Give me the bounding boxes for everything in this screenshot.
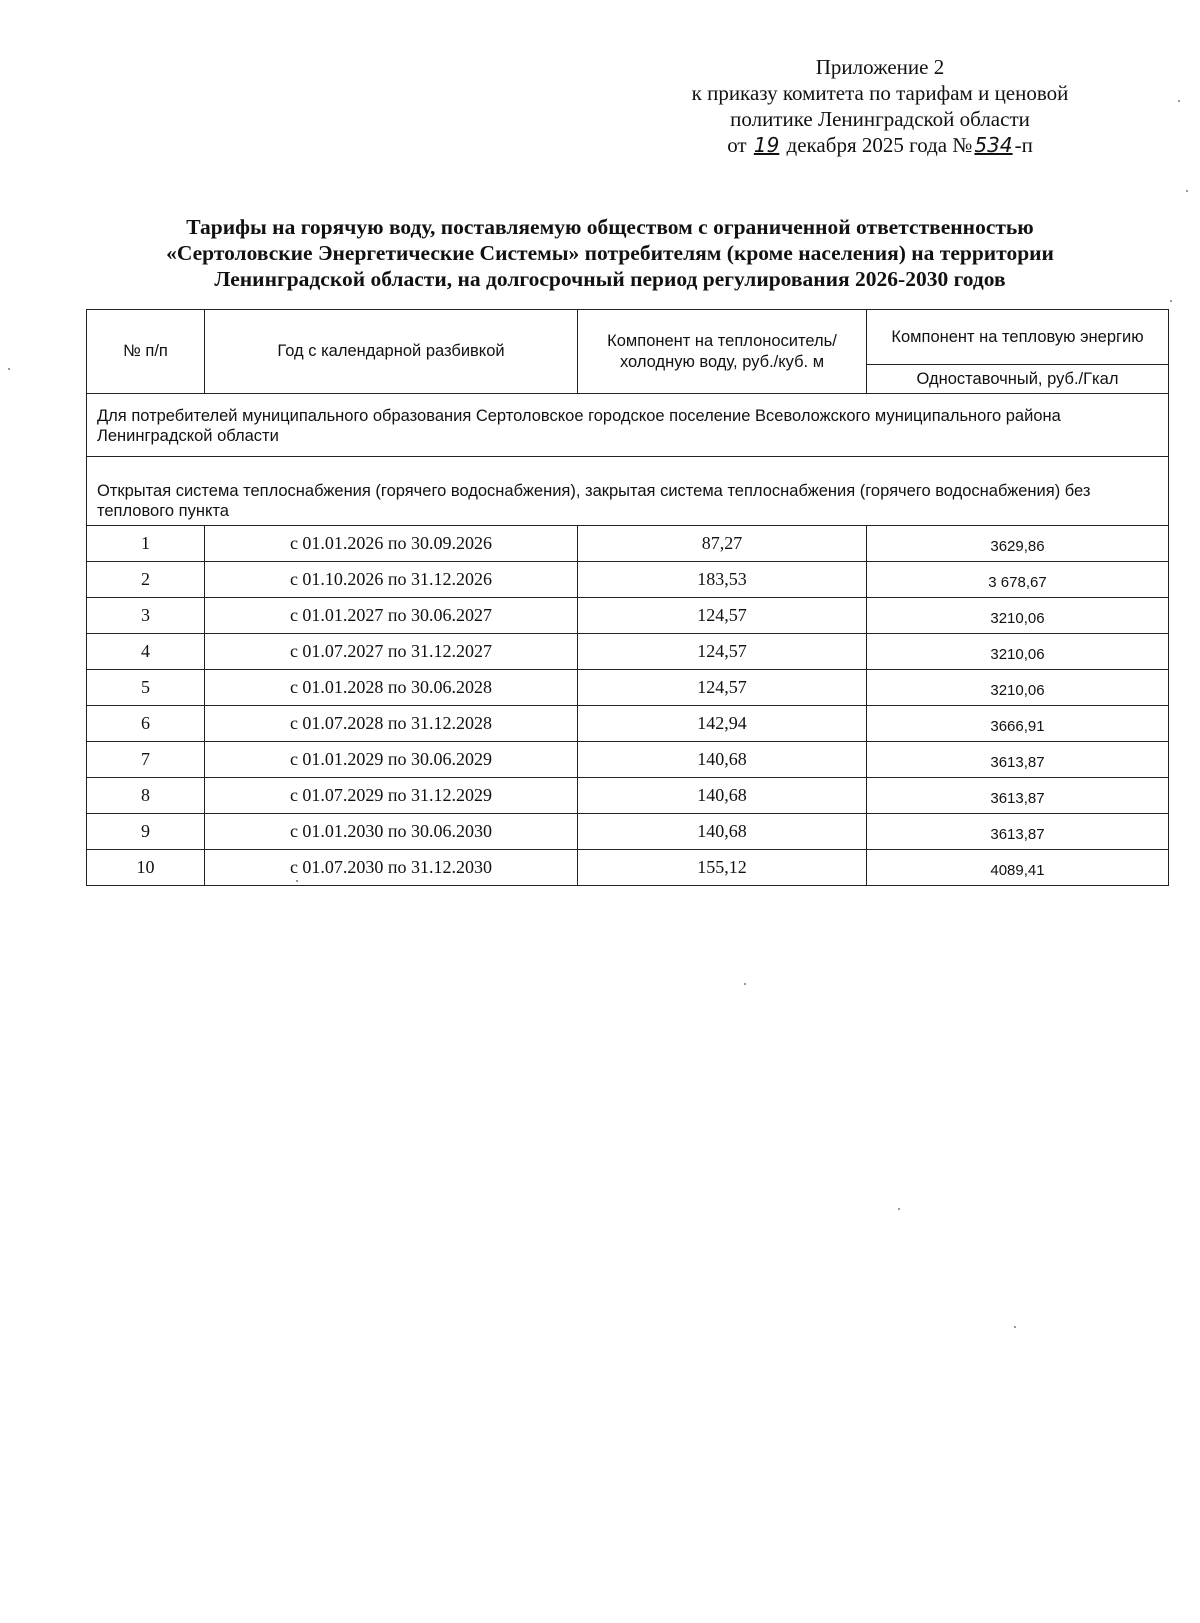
table-row — [87, 634, 1169, 670]
title-line-1: Тарифы на горячую воду, поставляемую обществом с ограниченной ответственностью — [186, 215, 1034, 239]
scan-speck — [744, 983, 746, 985]
table-row — [87, 526, 1169, 562]
header-period: Год с календарной разбивкой — [205, 310, 578, 394]
row-heat-value: 3613,87 — [867, 778, 1169, 814]
row-heat-value: 4089,41 — [867, 850, 1169, 886]
scan-speck — [1014, 1326, 1016, 1328]
row-heat-value: 3629,86 — [867, 526, 1169, 562]
row-period: с 01.01.2028 по 30.06.2028 — [205, 670, 578, 706]
row-coolant-value: 155,12 — [578, 850, 867, 886]
document-title — [80, 214, 1140, 292]
header-heat-single-rate: Одноставочный, руб./Гкал — [867, 365, 1169, 394]
appendix-header — [600, 54, 1160, 158]
header-coolant: Компонент на теплоноситель/ холодную воду, руб./куб. м — [578, 310, 867, 394]
row-number: 5 — [87, 670, 205, 706]
row-number: 7 — [87, 742, 205, 778]
row-number: 4 — [87, 634, 205, 670]
row-period: с 01.07.2027 по 31.12.2027 — [205, 634, 578, 670]
row-number: 10 — [87, 850, 205, 886]
scan-speck — [1170, 300, 1172, 302]
row-heat-value: 3666,91 — [867, 706, 1169, 742]
row-coolant-value: 140,68 — [578, 742, 867, 778]
row-period: с 01.07.2030 по 31.12.2030 — [205, 850, 578, 886]
date-middle: декабря 2025 года № — [786, 133, 973, 157]
title-line-3: Ленинградской области, на долгосрочный период регулирования 2026-2030 годов — [214, 267, 1006, 291]
date-suffix: -п — [1014, 133, 1033, 157]
scan-speck — [1186, 190, 1188, 192]
header-number: № п/п — [87, 310, 205, 394]
table-header-row — [87, 310, 1169, 365]
date-prefix: от — [727, 133, 747, 157]
row-number: 9 — [87, 814, 205, 850]
table-row — [87, 814, 1169, 850]
row-period: с 01.01.2029 по 30.06.2029 — [205, 742, 578, 778]
group-system-type: Открытая система теплоснабжения (горячего водоснабжения), закрытая система теплоснабжения (горячего водоснабжения) без теплового пункта — [87, 457, 1169, 526]
appendix-label: Приложение 2 — [815, 55, 945, 79]
header-heat: Компонент на тепловую энергию — [867, 310, 1169, 365]
handwritten-order-number: 534 — [974, 133, 1013, 157]
row-coolant-value: 124,57 — [578, 598, 867, 634]
handwritten-day: 19 — [753, 133, 780, 157]
table-row — [87, 742, 1169, 778]
row-period: с 01.07.2028 по 31.12.2028 — [205, 706, 578, 742]
row-heat-value: 3613,87 — [867, 742, 1169, 778]
row-heat-value: 3613,87 — [867, 814, 1169, 850]
row-coolant-value: 140,68 — [578, 814, 867, 850]
table-row — [87, 706, 1169, 742]
scan-speck — [898, 1208, 900, 1210]
row-period: с 01.01.2030 по 30.06.2030 — [205, 814, 578, 850]
row-period: с 01.01.2026 по 30.09.2026 — [205, 526, 578, 562]
scan-speck — [1178, 100, 1180, 102]
row-number: 2 — [87, 562, 205, 598]
appendix-order-line: к приказу комитета по тарифам и ценовой — [691, 81, 1069, 105]
appendix-committee-line: политике Ленинградской области — [730, 107, 1030, 131]
row-period: с 01.10.2026 по 31.12.2026 — [205, 562, 578, 598]
row-coolant-value: 140,68 — [578, 778, 867, 814]
row-coolant-value: 124,57 — [578, 670, 867, 706]
row-coolant-value: 87,27 — [578, 526, 867, 562]
table-row — [87, 598, 1169, 634]
row-heat-value: 3 678,67 — [867, 562, 1169, 598]
table-row — [87, 670, 1169, 706]
row-coolant-value: 124,57 — [578, 634, 867, 670]
group-municipality: Для потребителей муниципального образования Сертоловское городское поселение Всеволожского муниципального района Ленинградской области — [87, 394, 1169, 457]
row-coolant-value: 142,94 — [578, 706, 867, 742]
row-heat-value: 3210,06 — [867, 634, 1169, 670]
row-heat-value: 3210,06 — [867, 670, 1169, 706]
row-heat-value: 3210,06 — [867, 598, 1169, 634]
row-period: с 01.01.2027 по 30.06.2027 — [205, 598, 578, 634]
appendix-date-line — [600, 132, 1160, 158]
table-row — [87, 562, 1169, 598]
table-row — [87, 778, 1169, 814]
row-coolant-value: 183,53 — [578, 562, 867, 598]
row-number: 6 — [87, 706, 205, 742]
row-number: 1 — [87, 526, 205, 562]
tariff-table — [86, 309, 1169, 886]
title-line-2: «Сертоловские Энергетические Системы» потребителям (кроме населения) на территории — [166, 241, 1054, 265]
row-number: 3 — [87, 598, 205, 634]
table-row — [87, 850, 1169, 886]
group-municipality-row — [87, 394, 1169, 457]
scan-speck — [8, 368, 10, 370]
row-period: с 01.07.2029 по 31.12.2029 — [205, 778, 578, 814]
row-number: 8 — [87, 778, 205, 814]
group-system-row — [87, 457, 1169, 526]
